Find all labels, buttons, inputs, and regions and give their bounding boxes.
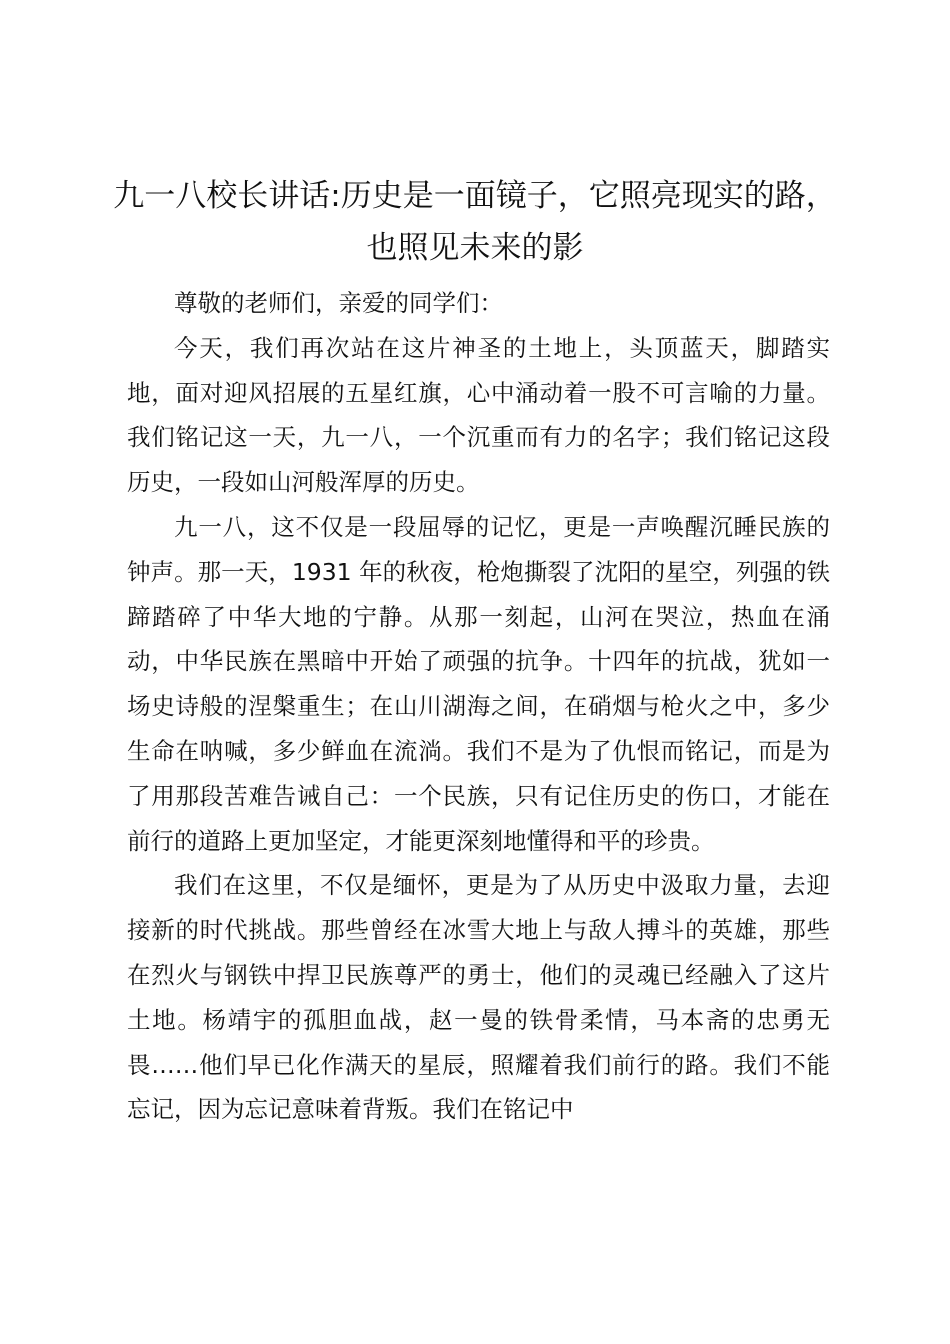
paragraph-3: 我们在这里，不仅是缅怀，更是为了从历史中汲取力量，去迎接新的时代挑战。那些曾经在冰雪大地上与敌人搏斗的英雄，那些在烈火与钢铁中捍卫民族尊严的勇士，他们的灵魂已经融入了这片土地。杨靖宇的孤胆血战，赵一曼的铁骨柔情，马本斋的忠勇无畏……他们早已化作满天的星辰，照耀着我们前行的路。我们不能忘记，因为忘记意味着背叛。我们在铭记中 [127,871,830,1124]
paragraph-2: 九一八，这不仅是一段屈辱的记忆，更是一声唤醒沉睡民族的钟声。那一天，1931 年的秋夜，枪炮撕裂了沈阳的星空，列强的铁蹄踏碎了中华大地的宁静。从那一刻起，山河在哭泣，热血在涌动，中华民族在黑暗中开始了顽强的抗争。十四年的抗战，犹如一场史诗般的涅槃重生；在山川湖海之间，在硝烟与枪火之中，多少生命在呐喊，多少鲜血在流淌。我们不是为了仇恨而铭记，而是为了用那段苦难告诫自己：一个民族，只有记住历史的伤口，才能在前行的道路上更加坚定，才能更深刻地懂得和平的珍贵。 [127,512,830,855]
document-body [127,281,830,1132]
document-title: 九一八校长讲话:历史是一面镜子，它照亮现实的路，也照见未来的影 [113,178,837,266]
paragraph-greeting: 尊敬的老师们，亲爱的同学们： [174,289,503,317]
paragraph-1: 今天，我们再次站在这片神圣的土地上，头顶蓝天，脚踏实地，面对迎风招展的五星红旗，心中涌动着一股不可言喻的力量。我们铭记这一天，九一八，一个沉重而有力的名字；我们铭记这段历史，一段如山河般浑厚的历史。 [127,333,830,497]
